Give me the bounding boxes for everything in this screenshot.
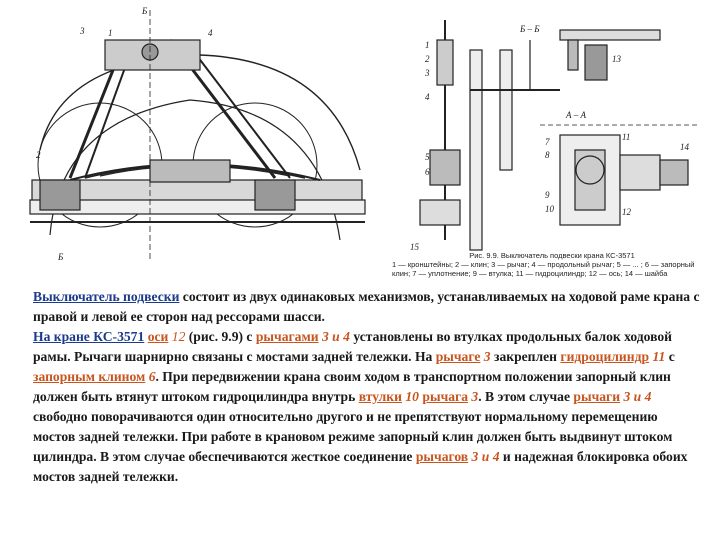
text-run: и надежная блокировка обоих мостов задней тележки. (33, 449, 688, 484)
svg-text:3: 3 (80, 26, 85, 36)
text-run: состоит из двух одинаковых механизмов, устанавливаемых на ходовой раме крана с правой и левой ее сторон над рессорами шасси. (33, 289, 700, 324)
term-suspension-switch: Выключатель подвески (33, 289, 180, 304)
term-locking-wedge: запорным клином (33, 369, 146, 384)
ref-4b: 4 (644, 389, 652, 404)
text-run: и (478, 449, 493, 464)
svg-text:4: 4 (208, 28, 213, 38)
term-crane-model: На кране КС-3571 (33, 329, 145, 344)
ref-12: 12 (171, 329, 186, 344)
svg-text:4: 4 (425, 92, 430, 102)
term-hydrocylinder: гидроцилиндр (560, 349, 650, 364)
body-text (33, 287, 703, 487)
figure-caption-legend: 1 — кронштейны; 2 — клин; 3 — рычаг; 4 — продольный рычаг; 5 — ... ; 6 — запорный клин; 7 — уплотнение; 9 — втулка; 11 — гидроцилиндр; 12 — ось; 14 — шайба (392, 260, 695, 278)
term-levers: рычагами (255, 329, 319, 344)
svg-text:15: 15 (410, 242, 419, 252)
text-run: и (630, 389, 645, 404)
svg-text:13: 13 (612, 54, 621, 64)
side-view-drawing (30, 10, 365, 260)
paragraph (33, 287, 703, 327)
text-run: . В этом случае (478, 389, 574, 404)
svg-text:6: 6 (425, 167, 430, 177)
svg-text:Б: Б (142, 6, 148, 16)
text-run: и (328, 329, 344, 344)
ref-10: 10 (401, 389, 419, 404)
figure-caption-title: Рис. 9.9. Выключатель подвески крана КС-3571 (469, 251, 635, 260)
figure-caption (392, 251, 712, 278)
svg-text:1: 1 (425, 40, 430, 50)
term-axis: оси (147, 329, 169, 344)
term-levers-3: рычагов (415, 449, 469, 464)
svg-text:Б: Б (58, 252, 64, 262)
text-run: (рис. 9.9) с (185, 329, 256, 344)
paragraph (33, 327, 703, 487)
ref-3b: 3 (480, 349, 491, 364)
svg-text:8: 8 (545, 150, 550, 160)
svg-text:9: 9 (545, 190, 550, 200)
text-run: закреплен (490, 349, 561, 364)
svg-text:3: 3 (425, 68, 430, 78)
ref-11: 11 (649, 349, 666, 364)
svg-text:Б – Б: Б – Б (520, 24, 540, 34)
term-lever: рычаге (435, 349, 481, 364)
term-lever-2: рычага (422, 389, 468, 404)
ref-3c: 3 (468, 389, 479, 404)
svg-text:2: 2 (36, 150, 41, 160)
text-run: свободно поворачиваются один относительно другого и не препятствуют нормальному перемещению мостов задней тележки. При работе в крановом режиме запорный клин должен быть выдвинут штоком цилиндра. В этом случае обеспечиваются жесткое соединение (33, 409, 673, 464)
text-run: установлены во втулках продольных балок ходовой рамы. Рычаги шарнирно связаны с мостами задней тележки. На (33, 329, 672, 364)
ref-4c: 4 (492, 449, 500, 464)
ref-3: 3 (318, 329, 329, 344)
svg-text:14: 14 (680, 142, 689, 152)
section-view-drawing (420, 20, 700, 250)
svg-text:1: 1 (108, 28, 113, 38)
ref-6: 6 (145, 369, 156, 384)
ref-4: 4 (343, 329, 350, 344)
svg-text:12: 12 (622, 207, 631, 217)
ref-3d: 3 (620, 389, 631, 404)
svg-text:7: 7 (545, 137, 550, 147)
term-levers-2: рычаги (573, 389, 621, 404)
svg-text:А – А: А – А (566, 110, 586, 120)
text-run: . При передвижении крана своим ходом в транспортном положении запорный клин должен быть втянут штоком гидроцилиндра внутрь (33, 369, 671, 404)
svg-text:10: 10 (545, 204, 554, 214)
text-run: с (665, 349, 675, 364)
svg-text:5: 5 (425, 152, 430, 162)
ref-3e: 3 (468, 449, 479, 464)
term-bushing: втулки (358, 389, 402, 404)
svg-text:11: 11 (622, 132, 631, 142)
svg-text:2: 2 (425, 54, 430, 64)
